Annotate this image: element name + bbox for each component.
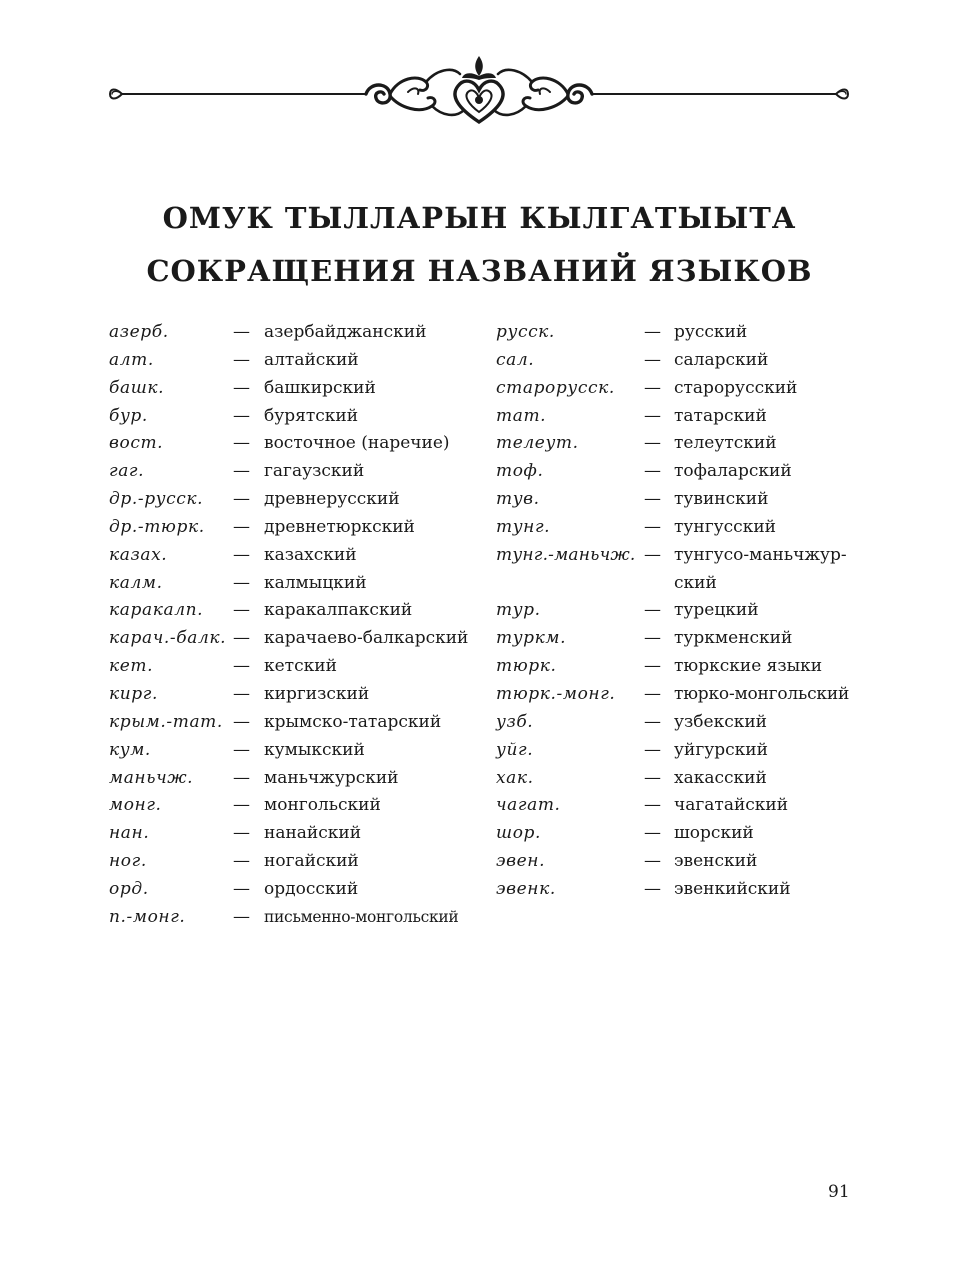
list-item bbox=[109, 625, 479, 653]
abbreviation: старорусск. bbox=[496, 377, 615, 398]
abbreviation: тат. bbox=[496, 405, 547, 426]
abbreviation: др.-тюрк. bbox=[109, 516, 205, 537]
language-name: татарский bbox=[674, 405, 767, 426]
language-name: тувинский bbox=[674, 489, 769, 510]
dash: — bbox=[233, 377, 250, 398]
dash: — bbox=[233, 628, 250, 649]
list-item bbox=[109, 514, 479, 542]
list-item bbox=[496, 765, 856, 793]
abbreviation: калм. bbox=[109, 572, 163, 593]
language-name: маньчжурский bbox=[264, 767, 399, 788]
list-item bbox=[496, 876, 856, 904]
abbreviation: п.-монг. bbox=[109, 906, 186, 927]
list-item bbox=[109, 709, 479, 737]
abbreviation: азерб. bbox=[109, 322, 169, 342]
list-item bbox=[496, 653, 856, 681]
abbreviation: бур. bbox=[109, 405, 148, 426]
list-item bbox=[496, 792, 856, 820]
dash: — bbox=[233, 572, 250, 593]
dash: — bbox=[644, 516, 661, 537]
language-name: саларский bbox=[674, 349, 769, 370]
language-name: бурятский bbox=[264, 405, 359, 426]
language-name: эвенский bbox=[674, 851, 758, 872]
dash: — bbox=[644, 656, 661, 677]
abbreviation: тунг. bbox=[496, 516, 551, 537]
list-item bbox=[109, 876, 479, 904]
dash: — bbox=[644, 405, 661, 426]
language-name: древнерусский bbox=[264, 489, 400, 510]
abbreviation: крым.-тат. bbox=[109, 711, 223, 732]
language-name: телеутский bbox=[674, 433, 777, 454]
language-name: киргизский bbox=[264, 683, 370, 704]
dash: — bbox=[233, 878, 250, 899]
dash: — bbox=[233, 433, 250, 454]
language-name: башкирский bbox=[264, 377, 376, 398]
list-item bbox=[109, 430, 479, 458]
list-item bbox=[109, 737, 479, 765]
abbreviation: тюрк. bbox=[496, 656, 557, 677]
abbreviation: тюрк.-монг. bbox=[496, 683, 616, 704]
dash: — bbox=[233, 405, 250, 426]
dash: — bbox=[644, 795, 661, 816]
dash: — bbox=[644, 433, 661, 454]
abbreviation: уйг. bbox=[496, 739, 534, 760]
list-item bbox=[109, 570, 479, 598]
language-name: русский bbox=[674, 322, 748, 342]
abbreviation: кирг. bbox=[109, 683, 158, 704]
abbreviation: сал. bbox=[496, 349, 535, 370]
dash: — bbox=[233, 823, 250, 844]
list-item bbox=[496, 625, 856, 653]
page-number: 91 bbox=[828, 1182, 850, 1202]
dash: — bbox=[644, 349, 661, 370]
language-name: турецкий bbox=[674, 600, 759, 621]
dash: — bbox=[644, 851, 661, 872]
dash: — bbox=[644, 377, 661, 398]
dash: — bbox=[233, 711, 250, 732]
list-item bbox=[109, 403, 479, 431]
dash: — bbox=[233, 349, 250, 370]
language-name: старорусский bbox=[674, 377, 798, 398]
abbreviation: маньчж. bbox=[109, 767, 194, 788]
language-name: чагатайский bbox=[674, 795, 789, 816]
language-name: казахский bbox=[264, 544, 357, 565]
abbreviation: тунг.-маньчж. bbox=[496, 544, 636, 565]
abbreviation: эвенк. bbox=[496, 878, 556, 899]
abbreviation: алт. bbox=[109, 349, 154, 370]
dash: — bbox=[233, 906, 250, 927]
language-name: тофаларский bbox=[674, 461, 792, 482]
dash: — bbox=[233, 851, 250, 872]
language-name-part: тунгусо-маньчжур- bbox=[674, 544, 847, 565]
language-name: гагаузский bbox=[264, 461, 365, 482]
list-item bbox=[496, 737, 856, 765]
dash: — bbox=[644, 600, 661, 621]
language-name: шорский bbox=[674, 823, 754, 844]
language-name: монгольский bbox=[264, 795, 381, 816]
dash: — bbox=[233, 767, 250, 788]
language-name: эвенкийский bbox=[674, 878, 791, 899]
list-item bbox=[496, 542, 856, 598]
language-name: азербайджанский bbox=[264, 322, 427, 342]
abbreviation: карач.-балк. bbox=[109, 628, 227, 649]
abbreviation: тоф. bbox=[496, 461, 544, 482]
abbreviation: орд. bbox=[109, 878, 149, 899]
dash: — bbox=[233, 739, 250, 760]
abbreviation: эвен. bbox=[496, 851, 546, 872]
list-item bbox=[109, 681, 479, 709]
language-name: калмыцкий bbox=[264, 572, 367, 593]
dash: — bbox=[644, 489, 661, 510]
dash: — bbox=[233, 516, 250, 537]
language-name: тюрко-монгольский bbox=[674, 683, 850, 704]
abbreviation: телеут. bbox=[496, 433, 579, 454]
dash: — bbox=[644, 628, 661, 649]
abbreviation: тув. bbox=[496, 489, 540, 510]
dash: — bbox=[644, 683, 661, 704]
abbreviation: узб. bbox=[496, 711, 534, 732]
language-name: письменно-монгольский bbox=[264, 907, 459, 926]
abbreviation: тур. bbox=[496, 600, 541, 621]
list-item bbox=[109, 904, 479, 932]
list-item bbox=[109, 653, 479, 681]
dash: — bbox=[644, 544, 661, 565]
list-item bbox=[496, 375, 856, 403]
abbreviations-left-column bbox=[109, 319, 479, 932]
dash: — bbox=[644, 878, 661, 899]
list-item bbox=[109, 347, 479, 375]
abbreviation: казах. bbox=[109, 544, 168, 565]
list-item bbox=[109, 542, 479, 570]
abbreviation: монг. bbox=[109, 795, 162, 816]
list-item bbox=[109, 458, 479, 486]
list-item bbox=[496, 319, 856, 347]
language-name: уйгурский bbox=[674, 739, 768, 760]
abbreviation: ног. bbox=[109, 851, 147, 872]
list-item bbox=[496, 514, 856, 542]
list-item bbox=[496, 347, 856, 375]
abbreviation: нан. bbox=[109, 823, 150, 844]
abbreviation: шор. bbox=[496, 823, 542, 844]
header-ornament-icon bbox=[108, 52, 850, 132]
abbreviations-right-column bbox=[496, 319, 856, 904]
list-item bbox=[496, 848, 856, 876]
language-name: ордосский bbox=[264, 878, 359, 899]
dash: — bbox=[233, 544, 250, 565]
abbreviation: др.-русск. bbox=[109, 489, 204, 510]
list-item bbox=[496, 681, 856, 709]
language-name: каракалпакский bbox=[264, 600, 413, 621]
abbreviation: кум. bbox=[109, 739, 151, 760]
language-name: хакасский bbox=[674, 767, 767, 788]
dash: — bbox=[644, 823, 661, 844]
abbreviation: русск. bbox=[496, 322, 555, 342]
language-name: кетский bbox=[264, 656, 337, 677]
abbreviation: вост. bbox=[109, 433, 164, 454]
list-item bbox=[496, 486, 856, 514]
language-name-continuation: ский bbox=[674, 572, 717, 593]
dash: — bbox=[644, 322, 661, 342]
list-item bbox=[496, 820, 856, 848]
list-item bbox=[496, 403, 856, 431]
list-item bbox=[496, 430, 856, 458]
language-name: тюркские языки bbox=[674, 656, 823, 677]
dash: — bbox=[233, 656, 250, 677]
language-name: восточное (наречие) bbox=[264, 433, 450, 454]
language-name: туркменский bbox=[674, 628, 793, 649]
dash: — bbox=[233, 461, 250, 482]
list-item bbox=[109, 319, 479, 347]
abbreviation: туркм. bbox=[496, 628, 567, 649]
list-item bbox=[496, 458, 856, 486]
page-title-yakut: ОМУК ТЫЛЛАРЫН КЫЛГАТЫЫТА bbox=[162, 201, 797, 235]
language-name: нанайский bbox=[264, 823, 362, 844]
dash: — bbox=[233, 322, 250, 342]
abbreviation: башк. bbox=[109, 377, 165, 398]
language-name: алтайский bbox=[264, 349, 359, 370]
language-name: кумыкский bbox=[264, 739, 365, 760]
dash: — bbox=[233, 795, 250, 816]
language-name: тунгусский bbox=[674, 516, 776, 537]
dash: — bbox=[233, 489, 250, 510]
list-item bbox=[109, 486, 479, 514]
dash: — bbox=[644, 461, 661, 482]
abbreviation: чагат. bbox=[496, 795, 561, 816]
dash: — bbox=[644, 767, 661, 788]
dash: — bbox=[233, 683, 250, 704]
language-name: крымско-татарский bbox=[264, 711, 442, 732]
list-item bbox=[109, 765, 479, 793]
abbreviation: кет. bbox=[109, 656, 154, 677]
list-item bbox=[109, 597, 479, 625]
language-name bbox=[674, 542, 847, 598]
list-item bbox=[496, 709, 856, 737]
language-name: древнетюркский bbox=[264, 516, 415, 537]
list-item bbox=[109, 820, 479, 848]
list-item bbox=[109, 375, 479, 403]
list-item bbox=[109, 792, 479, 820]
dash: — bbox=[233, 600, 250, 621]
list-item bbox=[496, 597, 856, 625]
language-name: ногайский bbox=[264, 851, 359, 872]
abbreviation: каракалп. bbox=[109, 600, 204, 621]
dash: — bbox=[644, 739, 661, 760]
list-item bbox=[109, 848, 479, 876]
language-name: карачаево-балкарский bbox=[264, 628, 469, 649]
abbreviation: гаг. bbox=[109, 461, 145, 482]
abbreviation: хак. bbox=[496, 767, 534, 788]
dash: — bbox=[644, 711, 661, 732]
language-name: узбекский bbox=[674, 711, 768, 732]
page-title-russian: СОКРАЩЕНИЯ НАЗВАНИЙ ЯЗЫКОВ bbox=[146, 254, 813, 288]
